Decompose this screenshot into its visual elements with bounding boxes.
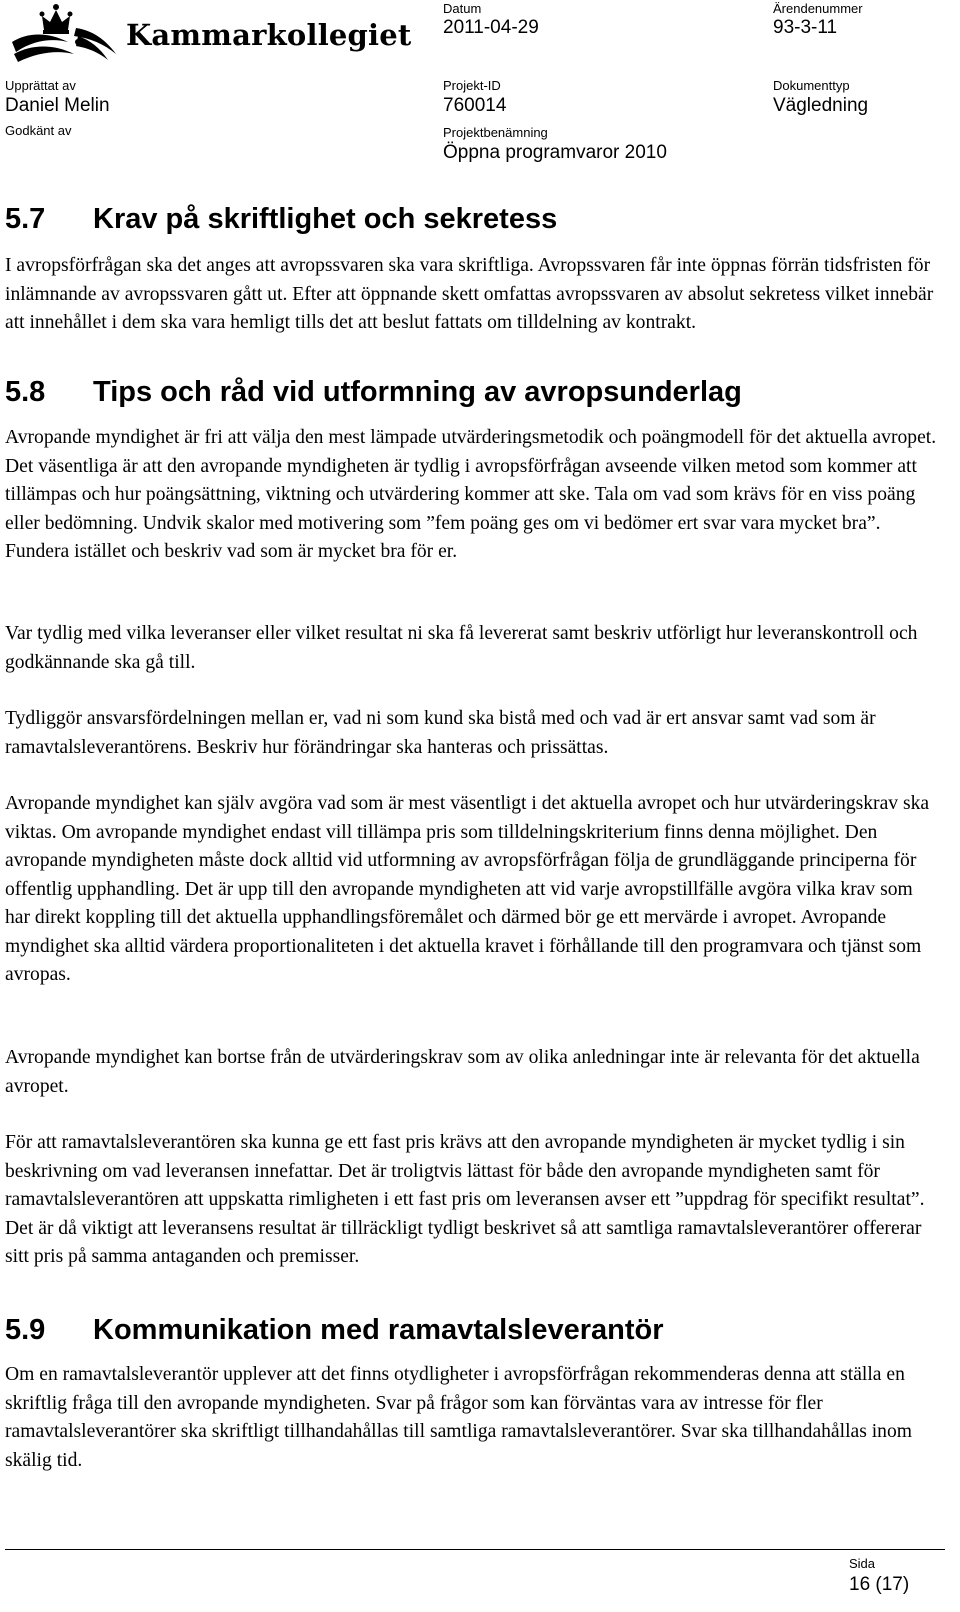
section-5-8-paragraph-2: Var tydlig med vilka leveranser eller vilket resultat ni ska få levererat samt beskriv utförligt hur leveranskontroll och godkännande ska gå till. [5, 623, 918, 673]
page-number: 16 (17) [849, 1574, 910, 1595]
section-title: Kommunikation med ramavtalsleverantör [93, 1314, 664, 1346]
projekt-id-label: Projekt-ID [443, 78, 501, 93]
upprattat-label: Upprättat av [5, 78, 76, 93]
page-label: Sida [849, 1556, 876, 1571]
section-heading-5-9 [5, 1314, 664, 1347]
projektbenamning-label: Projektbenämning [443, 125, 548, 140]
section-heading-5-7 [5, 203, 557, 236]
section-number: 5.8 [5, 376, 46, 408]
datum-label: Datum [443, 1, 482, 16]
section-5-8-paragraph-5: Avropande myndighet kan bortse från de utvärderingskrav som av olika anledningar inte är relevanta för det aktuella avropet. [5, 1047, 920, 1097]
godkant-label: Godkänt av [5, 123, 72, 138]
projektbenamning-value: Öppna programvaror 2010 [443, 142, 667, 163]
section-5-8-paragraph-4: Avropande myndighet kan själv avgöra vad som är mest väsentligt i det aktuella avropet och hur utvärderingskrav ska viktas. Om avropande myndighet endast vill tillämpa pris som tilldelningskriterium finns denna möjlighet. Den avropande myndigheten måste dock alltid vid utformning av avropsförfrågan följa de grundläggande principerna för offentlig upphandling. Det är upp till den avropande myndigheten att vid varje avropstillfälle avgöra vilka krav som har direkt koppling till det aktuella upphandlingsföremålet och därmed bör ge ett mervärde i avropet. Avropande myndighet ska alltid värdera proportionaliteten i det aktuella kravet i förhållande till den programvara och tjänst som avropas. [5, 793, 930, 985]
section-heading-5-8 [5, 376, 742, 409]
section-title: Krav på skriftlighet och sekretess [93, 203, 558, 235]
upprattat-value: Daniel Melin [5, 95, 110, 116]
kammarkollegiet-logo [8, 2, 412, 64]
section-number: 5.9 [5, 1314, 46, 1346]
section-5-9-paragraph-1: Om en ramavtalsleverantör upplever att det finns otydligheter i avropsförfrågan rekommenderas denna att ställa en skriftlig fråga till den avropande myndigheten. Svar på frågor som kan förväntas vara av intresse för fler ramavtalsleverantörer ska skriftligt tillhandahållas till samtliga ramavtalsleverantörer. Svar ska tillhandahållas inom skälig tid. [5, 1364, 913, 1471]
arendenummer-label: Ärendenummer [773, 1, 863, 16]
section-5-7-paragraph-1: I avropsförfrågan ska det anges att avropssvaren ska vara skriftliga. Avropssvaren får inte öppnas förrän tidsfristen för inlämnande av avropssvaren gått ut. Efter att öppnande skett omfattas avropssvaren av absolut sekretess vilket innebär att innehållet i dem ska vara hemligt tills det att beslut fattats om tilldelning av kontrakt. [5, 255, 934, 333]
section-title: Tips och råd vid utformning av avropsunderlag [93, 376, 742, 408]
section-5-8-paragraph-3: Tydliggör ansvarsfördelningen mellan er, vad ni som kund ska bistå med och vad är ert ansvar samt vad som är ramavtalsleverantörens. Beskriv hur förändringar ska hanteras och prissättas. [5, 708, 876, 758]
projekt-id-value: 760014 [443, 95, 507, 116]
dokumenttyp-label: Dokumenttyp [773, 78, 850, 93]
section-number: 5.7 [5, 203, 46, 235]
section-5-8-paragraph-1: Avropande myndighet är fri att välja den mest lämpade utvärderingsmetodik och poängmodell för det aktuella avropet. Det väsentliga är att den avropande myndigheten är tydlig i avropsförfrågan avseende vilken metod som kommer att tillämpas och hur poängsättning, viktning och utvärdering kommer att ske. Tala om vad som krävs för en viss poäng eller bedömning. Undvik skalor med motivering som ”fem poäng ges om vi bedömer ert svar vara mycket bra”. Fundera istället och beskriv vad som är mycket bra för er. [5, 427, 937, 562]
footer-divider [5, 1549, 945, 1550]
datum-value: 2011-04-29 [443, 17, 539, 38]
crown-emblem-icon [8, 2, 120, 64]
dokumenttyp-value: Vägledning [773, 95, 869, 116]
org-name: Kammarkollegiet [126, 18, 412, 52]
arendenummer-value: 93-3-11 [773, 17, 838, 38]
section-5-8-paragraph-6: För att ramavtalsleverantören ska kunna ge ett fast pris krävs att den avropande myndigheten är mycket tydlig i sin beskrivning om vad leveransen innefattar. Det är troligtvis lättast för både den avropande myndigheten samt för ramavtalsleverantören att uppskatta rimligheten i ett fast pris om leveransen avser ett ”uppdrag för specifikt resultat”. Det är då viktigt att leveransens resultat är tillräckligt tydligt beskrivet så att samtliga ramavtalsleverantörer offererar sitt pris på samma antaganden och premisser. [5, 1132, 925, 1267]
